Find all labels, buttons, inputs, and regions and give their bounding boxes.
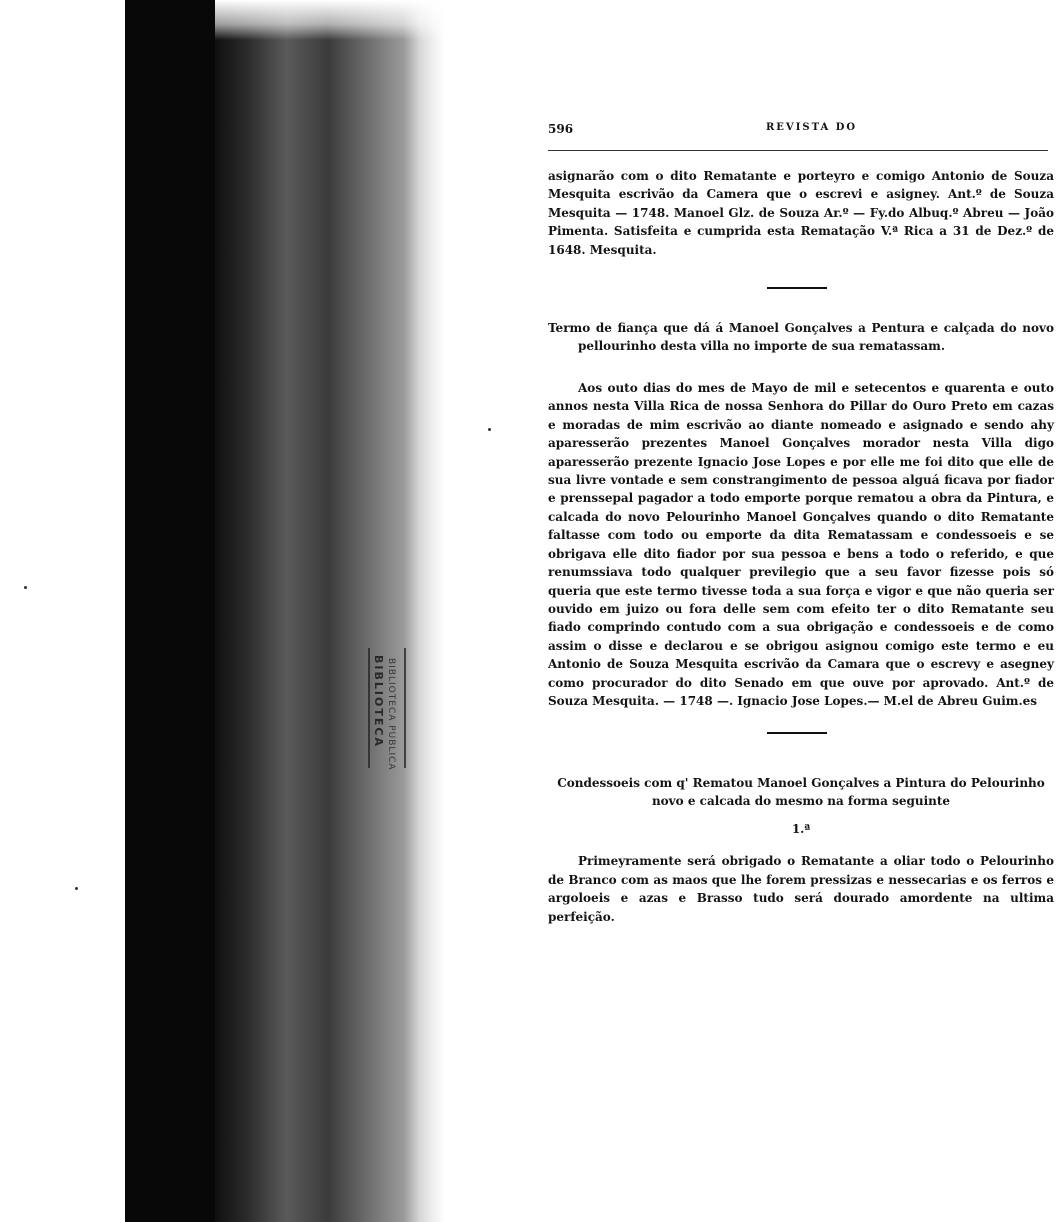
section-heading-termo: Termo de fiança que dá á Manoel Gonçalves a Pentura e calçada do novo pellourinho desta villa no importe de sua rematassam.: [548, 321, 1054, 354]
section-heading-condessoeis: Condessoeis com q' Rematou Manoel Gonçalves a Pintura do Pelourinho novo e calcada do mesmo na forma seguinte: [557, 776, 1045, 809]
paragraph-closing: asignarão com o dito Rematante e porteyro e comigo Antonio de Souza Mesquita escrivão da Camera que o escrevi e asigney. Ant.º de Souza Mesquita — 1748. Manoel Glz. de Souza Ar.º — Fy.do Albuq.º Abreu — João Pimenta. Satisfeita e cumprida esta Rematação V.ª Rica a 31 de Dez.º de 1648. Mesquita.: [548, 169, 1054, 257]
binding-page-edge: [420, 0, 445, 1222]
binding-top-fade: [215, 0, 445, 40]
page-header: [548, 118, 1054, 138]
ink-speck: [488, 428, 491, 431]
paragraph-article-1: Primeyramente será obrigado o Rematante a oliar todo o Pelourinho de Branco com as maos que lhe forem pressizas e nessecarias e os ferros e argoloeis e azas e Brasso tudo será dourado amordente na ultima perfeição.: [548, 854, 1054, 924]
library-stamp-subtext: BIBLIOTECA PUBLICA: [386, 658, 396, 771]
page-number: 596: [548, 122, 574, 136]
ink-speck: [75, 887, 78, 890]
binding-shadow: [125, 0, 215, 1222]
ink-speck: [24, 586, 27, 589]
section-separator: [767, 287, 827, 289]
library-stamp-text: BIBLIOTECA: [372, 655, 385, 748]
document-page: [548, 118, 1054, 926]
binding-gutter: [215, 0, 420, 1222]
section-separator: [767, 732, 827, 734]
running-head: REVISTA DO: [766, 122, 858, 133]
paragraph-termo-body: Aos outo dias do mes de Mayo de mil e setecentos e quarenta e outo annos nesta Villa Rica de nossa Senhora do Pillar do Ouro Preto em cazas e moradas de mim escrivão ao diante nomeado e asignado e sendo ahy aparesserão prezentes Manoel Gonçalves morador nesta Villa digo aparesserão prezente Ignacio Jose Lopes e por elle me foi dito que elle de sua livre vontade e sem constrangimento de pessoa alguá ficava por fiador e prenssepal pagador a todo emporte porque rematou a obra da Pintura, e calcada do novo Pelourinho Manoel Gonçalves quando o dito Rematante faltasse com todo ou emporte da dita Rematassam e condessoeis e se obrigava elle dito fiador por sua pessoa e bens a todo o referido, e que renumssiava todo qualquer previlegio que a seu favor fizesse pois só queria que este termo tivesse toda a sua força e vigor e que não queria ser ouvido em juizo ou fora delle sem com efeito ter o dito Rematante seu fiado comprindo contudo com a sua obrigação e condessoeis e de como assim o disse e declarou e se obrigou asignou comigo este termo e eu Antonio de Souza Mesquita escrivão da Camara que o escrevy e asegney como procurador do dito Senado em que ouve por aprovado. Ant.º de Souza Mesquita. — 1748 —. Ignacio Jose Lopes.— M.el de Abreu Guim.es: [548, 381, 1054, 708]
article-number: 1.ª: [791, 822, 811, 837]
header-rule: [548, 150, 1048, 151]
book-binding: [0, 0, 445, 1222]
